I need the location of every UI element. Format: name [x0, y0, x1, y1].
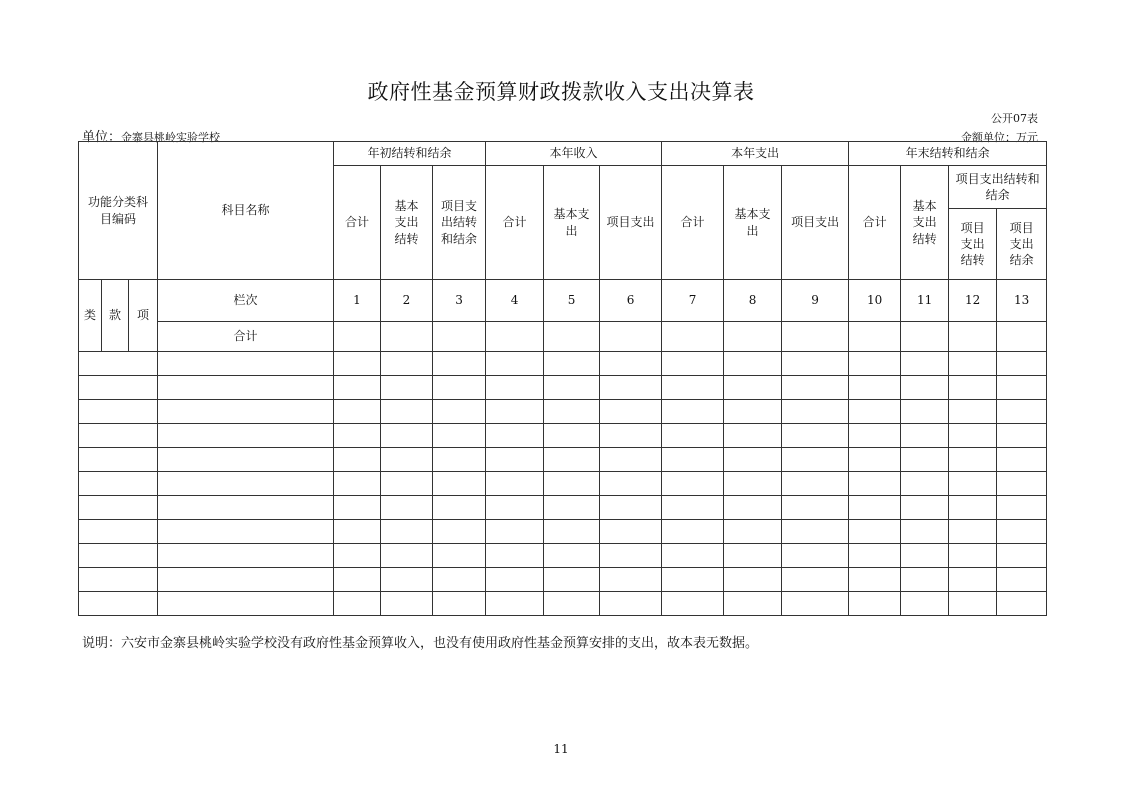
table-row — [79, 592, 1047, 616]
code-kuan: 款 — [102, 280, 129, 352]
table-row — [79, 472, 1047, 496]
column-number: 2 — [381, 280, 433, 322]
explanation-note: 说明：六安市金寨县桃岭实验学校没有政府性基金预算收入，也没有使用政府性基金预算安排的支出，故本表无数据。 — [82, 636, 759, 651]
col-expense-total: 合计 — [662, 166, 724, 280]
unit-name: 金寨县桃岭实验学校 — [121, 131, 221, 144]
column-number: 8 — [724, 280, 782, 322]
col-begin-project: 项目支出结转和结余 — [433, 166, 486, 280]
budget-table — [78, 141, 1047, 616]
col-income-total: 合计 — [486, 166, 544, 280]
col-end-project-carry: 项目支出结转 — [949, 209, 997, 280]
table-row — [79, 520, 1047, 544]
total-row — [79, 322, 1047, 352]
page-number: 11 — [553, 742, 569, 756]
col-income-project: 项目支出 — [600, 166, 662, 280]
empty-rows — [79, 352, 1047, 616]
column-number: 13 — [997, 280, 1047, 322]
column-number: 3 — [433, 280, 486, 322]
column-number: 5 — [544, 280, 600, 322]
form-number: 公开07表 — [991, 112, 1038, 125]
group-header-begin: 年初结转和结余 — [334, 142, 486, 166]
subject-name-header: 科目名称 — [158, 142, 334, 280]
table-row — [79, 544, 1047, 568]
column-number: 6 — [600, 280, 662, 322]
table-row — [79, 400, 1047, 424]
col-begin-total: 合计 — [334, 166, 381, 280]
code-lei: 类 — [79, 280, 102, 352]
table-row — [79, 352, 1047, 376]
group-header-expense: 本年支出 — [662, 142, 849, 166]
column-number: 7 — [662, 280, 724, 322]
col-end-project: 项目支出结转和结余 — [949, 166, 1047, 209]
unit-label: 单位： — [82, 130, 122, 145]
group-header-income: 本年收入 — [486, 142, 662, 166]
col-expense-basic: 基本支出 — [724, 166, 782, 280]
column-number: 1 — [334, 280, 381, 322]
col-expense-project: 项目支出 — [782, 166, 849, 280]
table-row — [79, 376, 1047, 400]
column-number: 11 — [901, 280, 949, 322]
group-header-end: 年末结转和结余 — [849, 142, 1047, 166]
column-number: 10 — [849, 280, 901, 322]
total-label: 合计 — [158, 322, 334, 352]
func-code-header: 功能分类科目编码 — [79, 142, 158, 280]
report-title: 政府性基金预算财政拨款收入支出决算表 — [367, 80, 755, 104]
amount-unit: 金额单位：万元 — [961, 131, 1038, 144]
col-begin-basic: 基本支出结转 — [381, 166, 433, 280]
col-income-basic: 基本支出 — [544, 166, 600, 280]
table-row — [79, 424, 1047, 448]
table-row — [79, 496, 1047, 520]
column-number: 12 — [949, 280, 997, 322]
code-xiang: 项 — [129, 280, 158, 352]
column-number: 9 — [782, 280, 849, 322]
col-end-basic: 基本支出结转 — [901, 166, 949, 280]
col-end-project-balance: 项目支出结余 — [997, 209, 1047, 280]
col-end-total: 合计 — [849, 166, 901, 280]
table-row — [79, 568, 1047, 592]
column-number-label: 栏次 — [158, 280, 334, 322]
column-number: 4 — [486, 280, 544, 322]
table-row — [79, 448, 1047, 472]
